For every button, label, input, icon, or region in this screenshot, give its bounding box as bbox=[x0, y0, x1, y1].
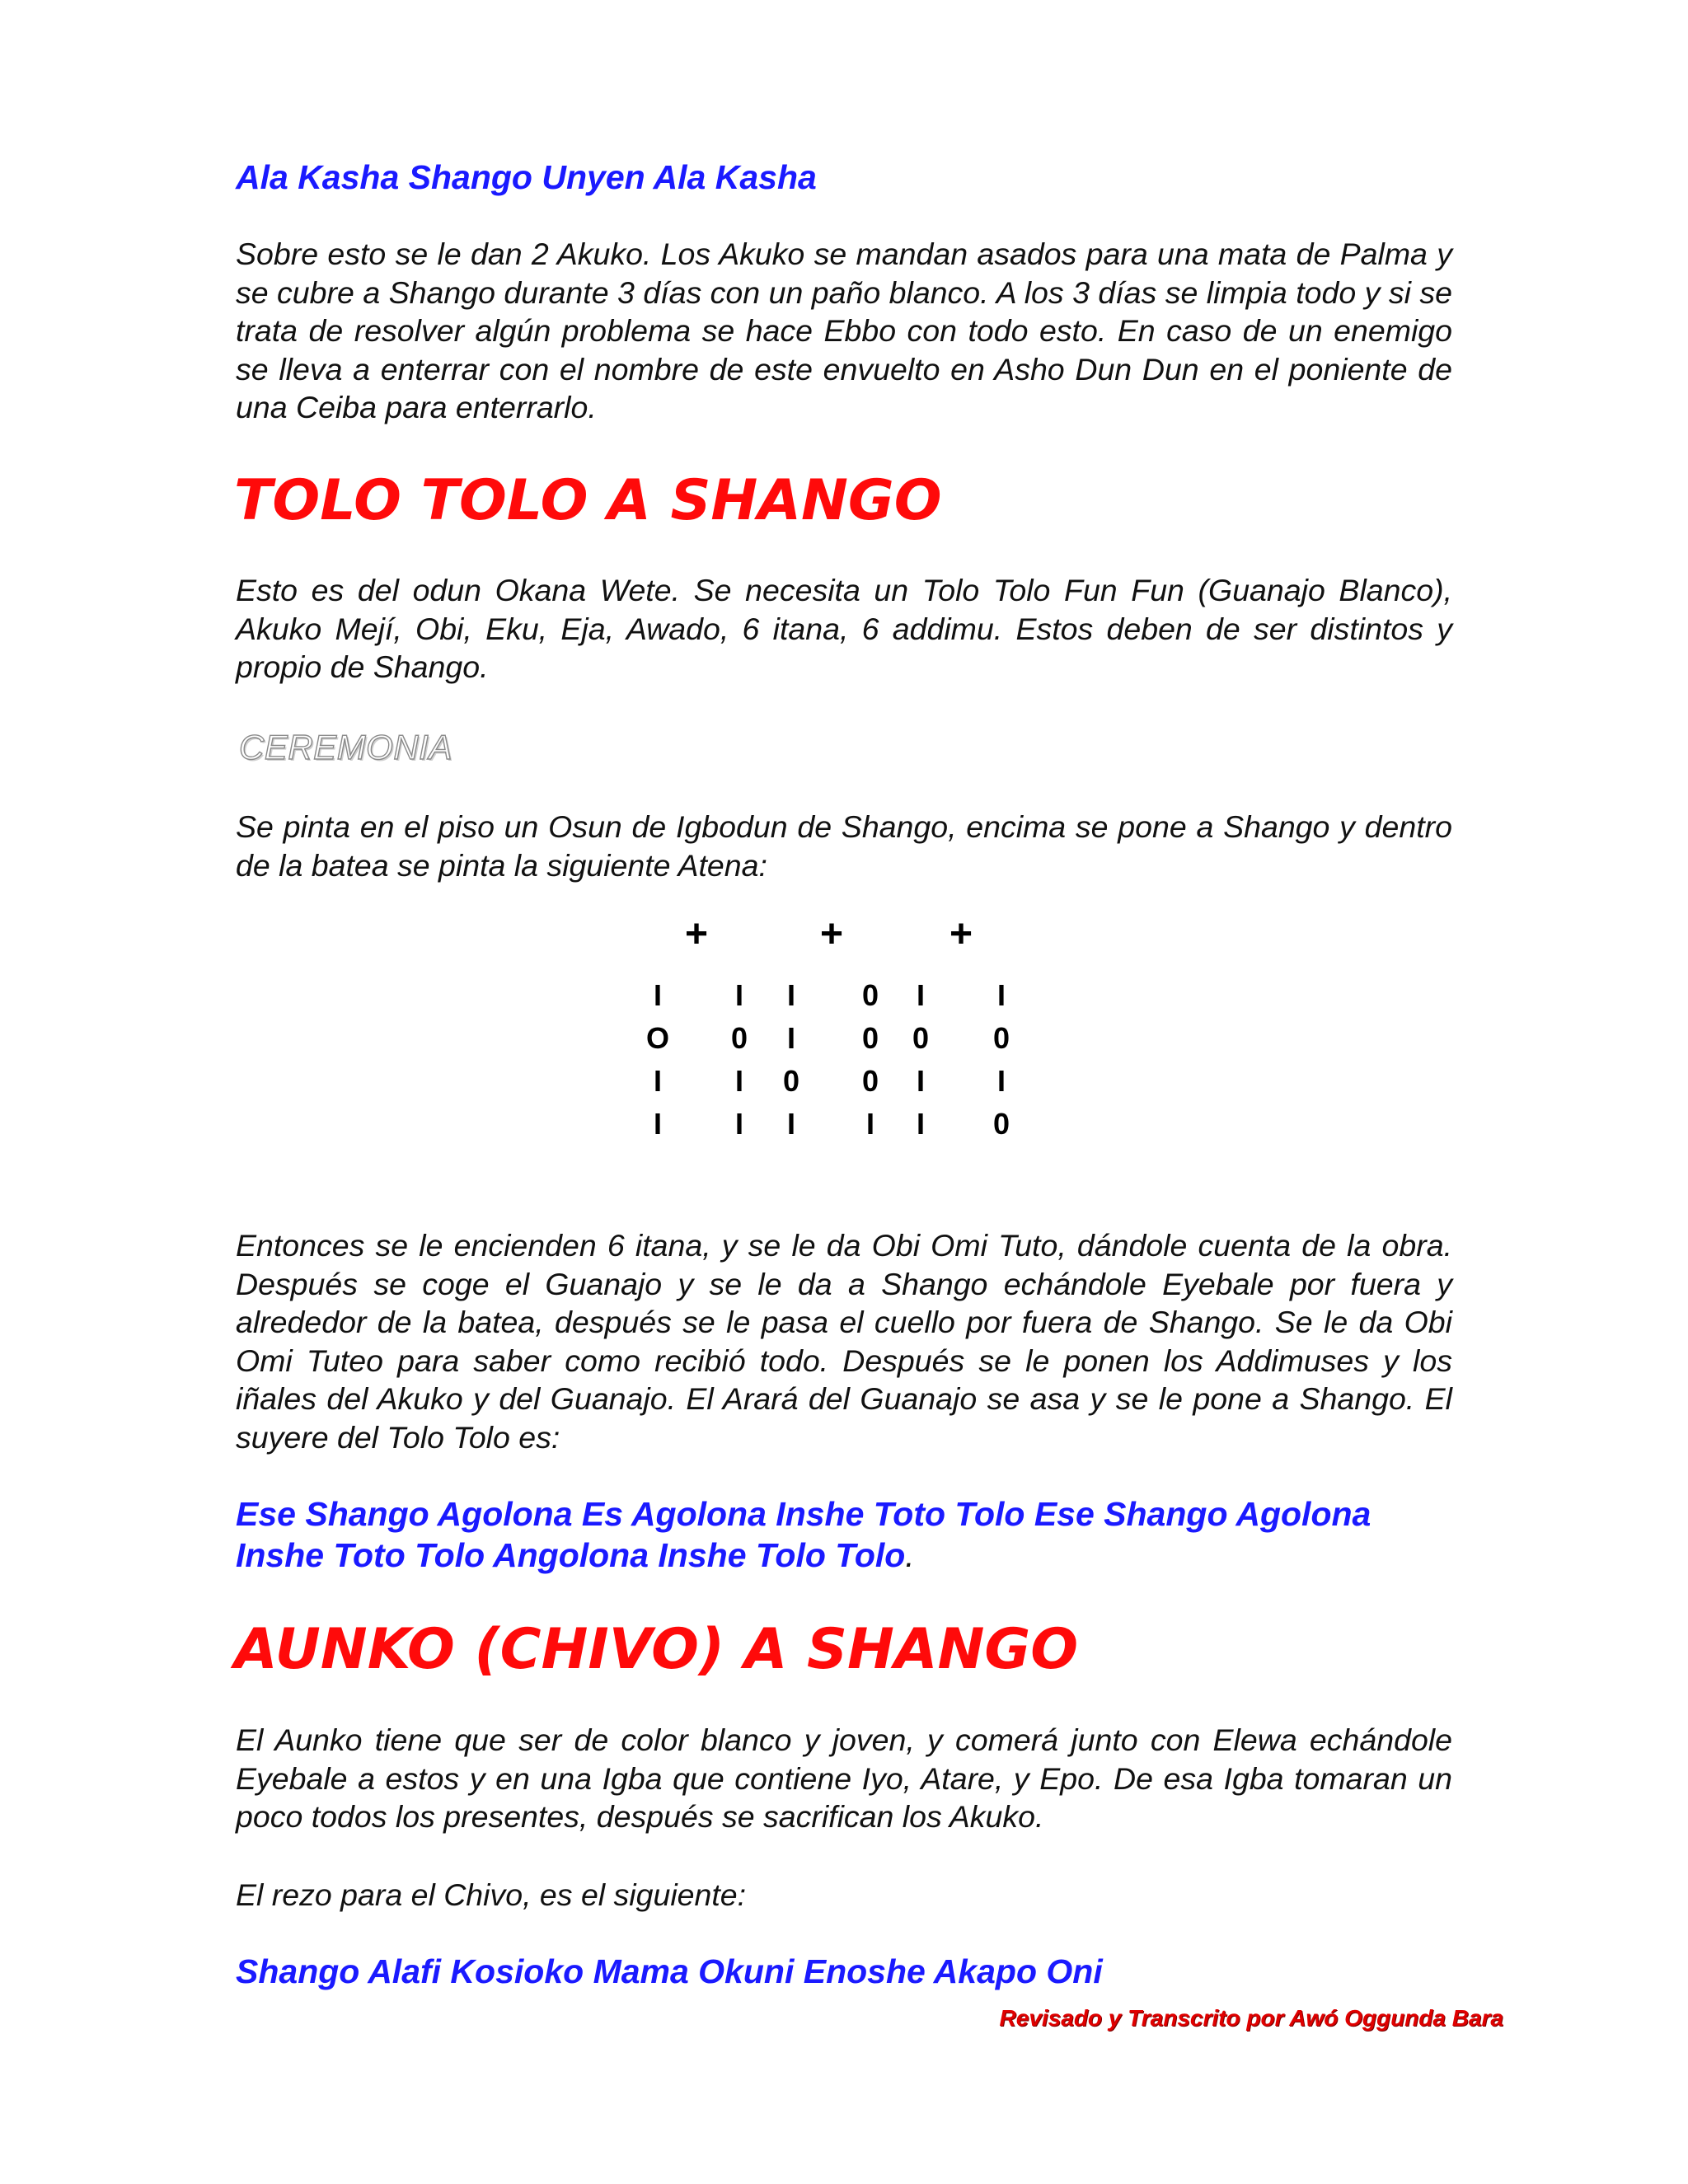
atena-cell: O bbox=[645, 1021, 670, 1055]
atena-cell: I bbox=[653, 978, 663, 1012]
atena-cell: I bbox=[786, 1107, 796, 1141]
subheading-ceremonia: CEREMONIA bbox=[239, 728, 452, 766]
atena-cell: I bbox=[734, 1107, 744, 1141]
atena-plus-3: + bbox=[949, 912, 973, 956]
atena-cell: I bbox=[653, 1064, 663, 1098]
atena-cell: I bbox=[916, 1064, 926, 1098]
suyere-line-1: Ese Shango Agolona Es Agolona Inshe Toto Tolo Ese Shango Agolona bbox=[236, 1495, 1372, 1533]
heading-aunko: AUNKO (CHIVO) A SHANGO bbox=[234, 1617, 1079, 1682]
paragraph-ceremonia: Se pinta en el piso un Osun de Igbodun de Shango, encima se pone a Shango y dentro de la batea se pinta la siguiente Atena: bbox=[236, 809, 1452, 883]
atena-cell: I bbox=[734, 978, 744, 1012]
atena-cell: 0 bbox=[992, 1107, 1010, 1141]
atena-cell: I bbox=[996, 978, 1006, 1012]
atena-cell: I bbox=[786, 1021, 796, 1055]
prayer-ala-kasha: Ala Kasha Shango Unyen Ala Kasha bbox=[236, 158, 817, 196]
paragraph-after-atena: Entonces se le encienden 6 itana, y se le da Obi Omi Tuto, dándole cuenta de la obra. Después se coge el Guanajo y se le da a Shango echándole Eyebale por fuera y alrededor de la batea, después se le pasa el cuello por fuera de Shango. Se le da Obi Omi Tuteo para saber como recibió todo. Después se le ponen los Addimuses y los iñales del Akuko y del Guanajo. El Arará del Guanajo se asa y se le pone a Shango. El suyere del Tolo Tolo es: bbox=[236, 1228, 1452, 1455]
atena-cell: I bbox=[734, 1064, 744, 1098]
paragraph-akuko: Sobre esto se le dan 2 Akuko. Los Akuko se mandan asados para una mata de Palma y se cubre a Shango durante 3 días con un paño blanco. A los 3 días se limpia todo y si se trata de resolver algún problema se hace Ebbo con todo esto. En caso de un enemigo se lleva a enterrar con el nombre de este envuelto en Asho Dun Dun en el poniente de una Ceiba para enterrarlo. bbox=[236, 237, 1452, 424]
heading-tolo-tolo: TOLO TOLO A SHANGO bbox=[234, 468, 942, 533]
paragraph-aunko: El Aunko tiene que ser de color blanco y joven, y comerá junto con Elewa echándole Eyebale a estos y en una Igba que contiene Iyo, Atare, y Epo. De esa Igba tomaran un poco todos los presentes, después se sacrifican los Akuko. bbox=[236, 1722, 1452, 1834]
atena-cell: I bbox=[916, 1107, 926, 1141]
suyere-period: . bbox=[905, 1536, 915, 1574]
atena-plus-1: + bbox=[684, 912, 709, 956]
atena-diagram bbox=[626, 912, 1022, 1162]
atena-plus-2: + bbox=[819, 912, 844, 956]
atena-cell: 0 bbox=[861, 1064, 879, 1098]
suyere-line-2: Inshe Toto Tolo Angolona Inshe Tolo Tolo bbox=[236, 1536, 906, 1574]
atena-cell: I bbox=[865, 1107, 875, 1141]
atena-cell: I bbox=[786, 978, 796, 1012]
atena-cell: 0 bbox=[861, 978, 879, 1012]
footer-credit: Revisado y Transcrito por Awó Oggunda Bara bbox=[999, 2005, 1503, 2031]
atena-cell: 0 bbox=[861, 1021, 879, 1055]
suyere-tolo-tolo bbox=[236, 1493, 1456, 1576]
prayer-shango-alafi: Shango Alafi Kosioko Mama Okuni Enoshe Akapo Oni bbox=[236, 1952, 1103, 1990]
atena-cell: I bbox=[653, 1107, 663, 1141]
atena-cell: 0 bbox=[730, 1021, 748, 1055]
atena-cell: 0 bbox=[782, 1064, 800, 1098]
atena-cell: I bbox=[916, 978, 926, 1012]
paragraph-tolo-intro: Esto es del odun Okana Wete. Se necesita un Tolo Tolo Fun Fun (Guanajo Blanco), Akuko Mejí, Obi, Eku, Eja, Awado, 6 itana, 6 addimu. Estos deben de ser distintos y propio de Shango. bbox=[236, 573, 1452, 684]
atena-cell: 0 bbox=[992, 1021, 1010, 1055]
paragraph-rezo-intro: El rezo para el Chivo, es el siguiente: bbox=[236, 1877, 747, 1912]
atena-cell: I bbox=[996, 1064, 1006, 1098]
atena-cell: 0 bbox=[912, 1021, 930, 1055]
